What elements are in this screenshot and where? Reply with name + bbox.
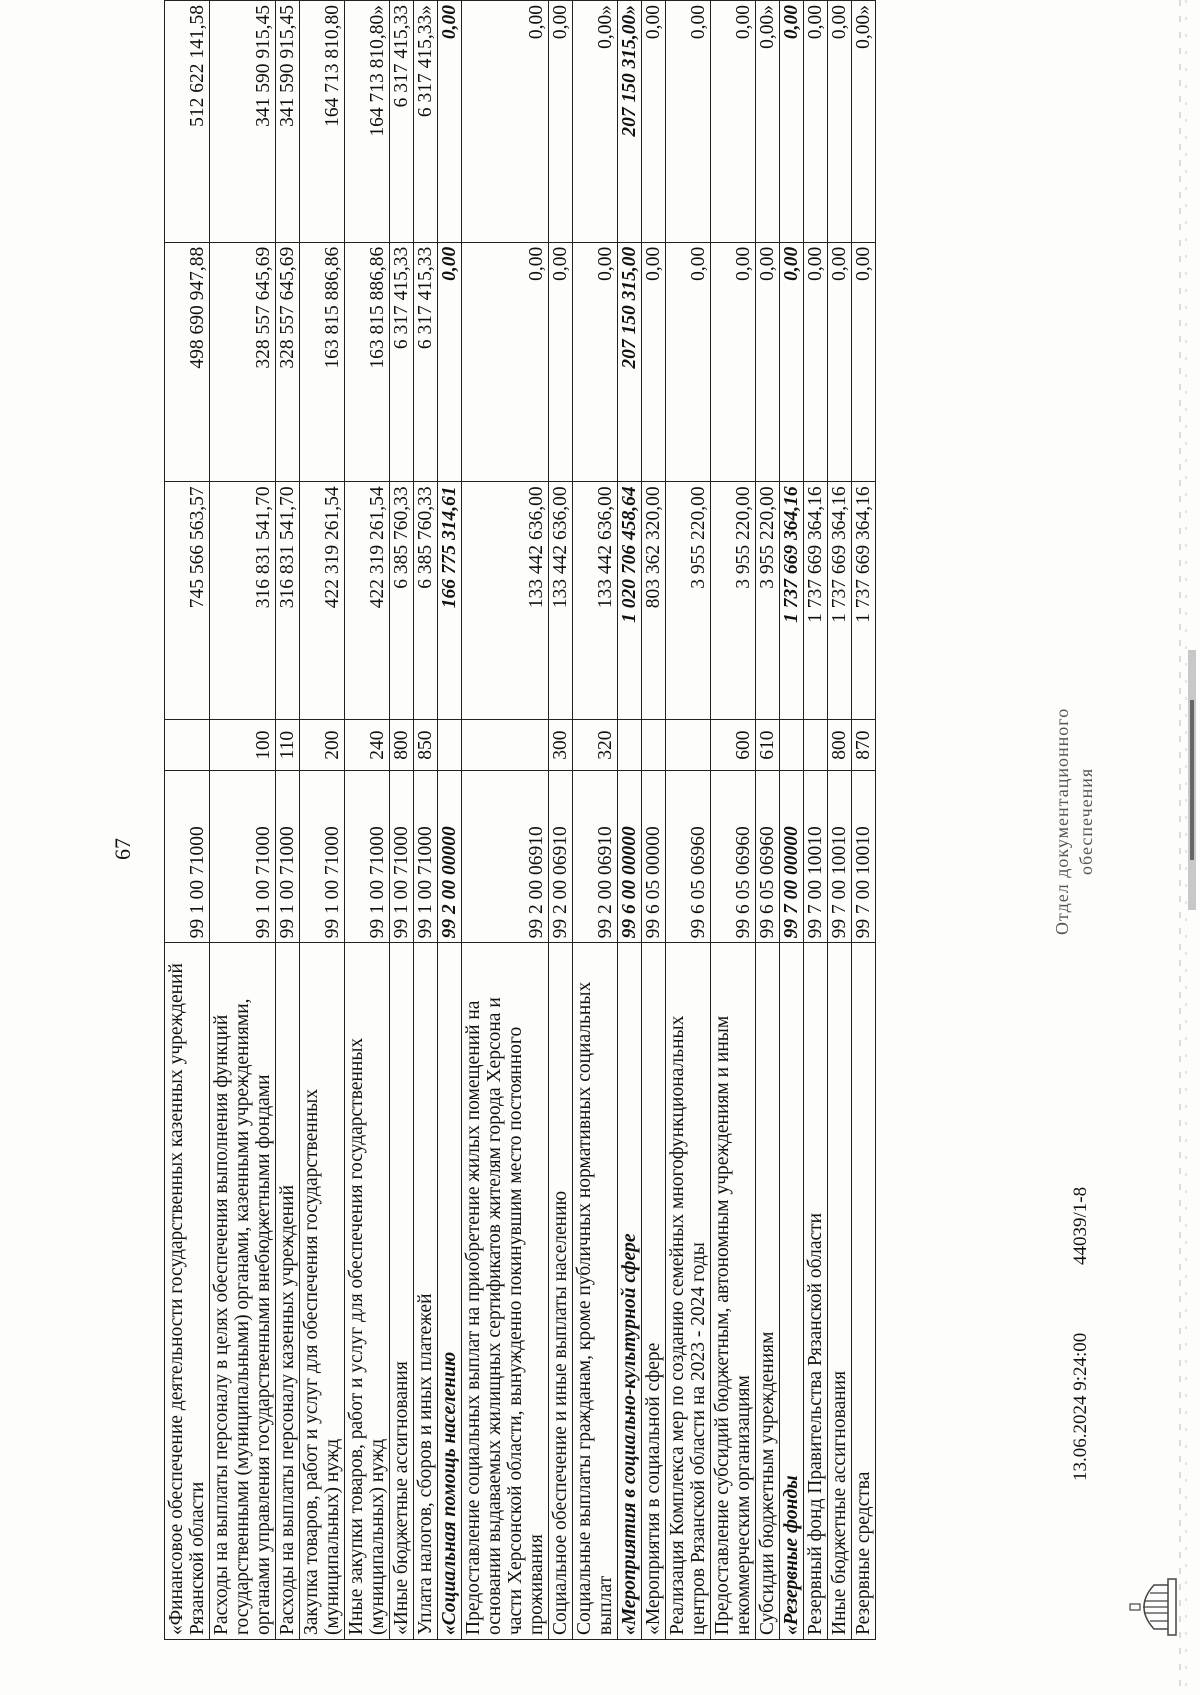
expense-type-cell: 320 [573,720,618,771]
table-row [618,1,642,1640]
sum-2025-cell: 0,00 [462,242,549,482]
table-row [276,1,300,1640]
table-row [642,1,666,1640]
expense-type-cell: 200 [300,720,345,771]
row-name-cell: «Резервные фонды [780,943,804,1640]
row-name-cell: Предоставление субсидий бюджетным, автономным учреждениям и иным некоммерческим организациям [711,943,756,1640]
target-article-cell: 99 1 00 71000 [300,770,345,942]
expense-type-cell: 100 [210,720,276,771]
row-name-cell: «Иные бюджетные ассигнования [390,943,414,1640]
expense-type-cell: 240 [345,720,390,771]
sum-2025-cell: 6 317 415,33 [414,242,438,482]
expense-type-cell: 300 [549,720,573,771]
sum-2025-cell: 0,00 [780,242,804,482]
table-row [711,1,756,1640]
target-article-cell: 99 1 00 71000 [345,770,390,942]
sum-2024-cell: 133 442 636,00 [462,482,549,720]
sum-2025-cell: 163 815 886,86 [345,242,390,482]
expense-type-cell: 870 [852,720,876,771]
sum-2025-cell: 207 150 315,00 [618,242,642,482]
sum-2025-cell: 0,00 [438,242,462,482]
sum-2025-cell: 0,00 [852,242,876,482]
target-article-cell: 99 2 00 00000 [438,770,462,942]
target-article-cell: 99 2 00 06910 [573,770,618,942]
sum-2024-cell: 3 955 220,00 [711,482,756,720]
target-article-cell: 99 1 00 71000 [414,770,438,942]
table-row [549,1,573,1640]
sum-2024-cell: 133 442 636,00 [573,482,618,720]
table-row [666,1,711,1640]
budget-table-body [165,1,876,1640]
row-name-cell: Иные бюджетные ассигнования [828,943,852,1640]
sum-2024-cell: 745 566 563,57 [165,482,210,720]
sum-2024-cell: 1 737 669 364,16 [804,482,828,720]
sum-2024-cell: 422 319 261,54 [300,482,345,720]
target-article-cell: 99 6 05 06960 [756,770,780,942]
table-row [756,1,780,1640]
table-row [345,1,390,1640]
sum-2026-cell: 0,00 [462,1,549,243]
table-row [804,1,828,1640]
sum-2026-cell: 0,00 [828,1,852,243]
expense-type-cell: 600 [711,720,756,771]
sum-2025-cell: 0,00 [828,242,852,482]
row-name-cell: Иные закупки товаров, работ и услуг для обеспечения государственных (муниципальных) нужд [345,943,390,1640]
sum-2026-cell: 0,00» [852,1,876,243]
sum-2026-cell: 164 713 810,80 [300,1,345,243]
sum-2025-cell: 0,00 [642,242,666,482]
table-row [414,1,438,1640]
row-name-cell: Реализация Комплекса мер по созданию семейных многофункциональных центров Рязанской области на 2023 - 2024 годы [666,943,711,1640]
table-row [165,1,210,1640]
table-row [828,1,852,1640]
sum-2024-cell: 1 737 669 364,16 [852,482,876,720]
sum-2025-cell: 498 690 947,88 [165,242,210,482]
expense-type-cell [438,720,462,771]
row-name-cell: «Финансовое обеспечение деятельности государственных казенных учреждений Рязанской области [165,943,210,1640]
sum-2025-cell: 0,00 [573,242,618,482]
logo-icon [1128,1577,1180,1637]
row-name-cell: Социальные выплаты гражданам, кроме публичных нормативных социальных выплат [573,943,618,1640]
sum-2025-cell: 328 557 645,69 [276,242,300,482]
page-number: 67 [110,838,135,860]
target-article-cell: 99 7 00 10010 [852,770,876,942]
target-article-cell: 99 7 00 10010 [828,770,852,942]
table-row [210,1,276,1640]
sum-2024-cell: 133 442 636,00 [549,482,573,720]
sum-2025-cell: 6 317 415,33 [390,242,414,482]
target-article-cell: 99 2 00 06910 [549,770,573,942]
budget-table [164,0,876,1640]
target-article-cell: 99 6 05 06960 [711,770,756,942]
row-name-cell: «Мероприятия в социально-культурной сфере [618,943,642,1640]
sum-2026-cell: 164 713 810,80» [345,1,390,243]
table-row [390,1,414,1640]
expense-type-cell: 110 [276,720,300,771]
table-row [573,1,618,1640]
sum-2026-cell: 0,00» [756,1,780,243]
sum-2025-cell: 0,00 [756,242,780,482]
sum-2025-cell: 163 815 886,86 [300,242,345,482]
sum-2024-cell: 166 775 314,61 [438,482,462,720]
sum-2026-cell: 207 150 315,00» [618,1,642,243]
row-name-cell: Резервный фонд Правительства Рязанской области [804,943,828,1640]
sum-2024-cell: 422 319 261,54 [345,482,390,720]
target-article-cell: 99 6 05 06960 [666,770,711,942]
expense-type-cell: 610 [756,720,780,771]
sum-2025-cell: 0,00 [804,242,828,482]
sum-2026-cell: 6 317 415,33» [414,1,438,243]
row-name-cell: «Мероприятия в социальной сфере [642,943,666,1640]
sum-2024-cell: 316 831 541,70 [276,482,300,720]
row-name-cell: Закупка товаров, работ и услуг для обеспечения государственных (муниципальных) нужд [300,943,345,1640]
expense-type-cell [804,720,828,771]
expense-type-cell: 850 [414,720,438,771]
expense-type-cell [666,720,711,771]
expense-type-cell [780,720,804,771]
table-row [438,1,462,1640]
expense-type-cell [462,720,549,771]
footer-date: 13.06.2024 9:24:00 [1070,1332,1091,1481]
sum-2024-cell: 3 955 220,00 [666,482,711,720]
target-article-cell: 99 1 00 71000 [210,770,276,942]
target-article-cell: 99 7 00 00000 [780,770,804,942]
expense-type-cell: 800 [828,720,852,771]
sum-2024-cell: 6 385 760,33 [390,482,414,720]
sum-2026-cell: 0,00 [711,1,756,243]
sum-2026-cell: 0,00 [780,1,804,243]
sum-2024-cell: 3 955 220,00 [756,482,780,720]
target-article-cell: 99 1 00 71000 [390,770,414,942]
expense-type-cell [642,720,666,771]
row-name-cell: Расходы на выплаты персоналу в целях обеспечения выполнения функций государственными (муниципальными) органами, казенными учреждениями, органами управления государственными внебюджетными фондами [210,943,276,1640]
target-article-cell: 99 6 00 00000 [618,770,642,942]
stamp-line-1: Отдел документационного [1052,707,1072,935]
row-name-cell: Резервные средства [852,943,876,1640]
sum-2026-cell: 512 622 141,58 [165,1,210,243]
sum-2024-cell: 316 831 541,70 [210,482,276,720]
sum-2024-cell: 803 362 320,00 [642,482,666,720]
target-article-cell: 99 1 00 71000 [276,770,300,942]
sum-2025-cell: 0,00 [711,242,756,482]
sum-2025-cell: 0,00 [549,242,573,482]
target-article-cell: 99 2 00 06910 [462,770,549,942]
stamp-line-2: обеспечения [1076,767,1096,875]
expense-type-cell: 800 [390,720,414,771]
sum-2026-cell: 6 317 415,33 [390,1,414,243]
row-name-cell: Уплата налогов, сборов и иных платежей [414,943,438,1640]
row-name-cell: Социальное обеспечение и иные выплаты населению [549,943,573,1640]
sum-2026-cell: 0,00» [573,1,618,243]
sum-2025-cell: 328 557 645,69 [210,242,276,482]
sum-2026-cell: 0,00 [666,1,711,243]
table-row [462,1,549,1640]
row-name-cell: «Социальная помощь населению [438,943,462,1640]
department-stamp [1050,708,1098,935]
expense-type-cell [165,720,210,771]
target-article-cell: 99 1 00 71000 [165,770,210,942]
table-row [780,1,804,1640]
row-name-cell: Расходы на выплаты персоналу казенных учреждений [276,943,300,1640]
sum-2026-cell: 0,00 [549,1,573,243]
table-row [852,1,876,1640]
sum-2024-cell: 1 737 669 364,16 [780,482,804,720]
sum-2026-cell: 341 590 915,45 [276,1,300,243]
sum-2025-cell: 0,00 [666,242,711,482]
target-article-cell: 99 7 00 10010 [804,770,828,942]
row-name-cell: Субсидии бюджетным учреждениям [756,943,780,1640]
sum-2026-cell: 0,00 [804,1,828,243]
sum-2024-cell: 1 737 669 364,16 [828,482,852,720]
sum-2026-cell: 0,00 [438,1,462,243]
target-article-cell: 99 6 05 00000 [642,770,666,942]
sum-2024-cell: 1 020 706 458,64 [618,482,642,720]
sum-2024-cell: 6 385 760,33 [414,482,438,720]
expense-type-cell [618,720,642,771]
scan-edge-artifact [1178,0,1200,1695]
sum-2026-cell: 341 590 915,45 [210,1,276,243]
row-name-cell: Предоставление социальных выплат на приобретение жилых помещений на основании выдаваемых жилищных сертификатов жителям города Херсона и части Херсонской области, вынужденно покинувшим место постоянного проживания [462,943,549,1640]
table-row [300,1,345,1640]
footer-document-code: 44039/1-8 [1070,1186,1091,1265]
sum-2026-cell: 0,00 [642,1,666,243]
